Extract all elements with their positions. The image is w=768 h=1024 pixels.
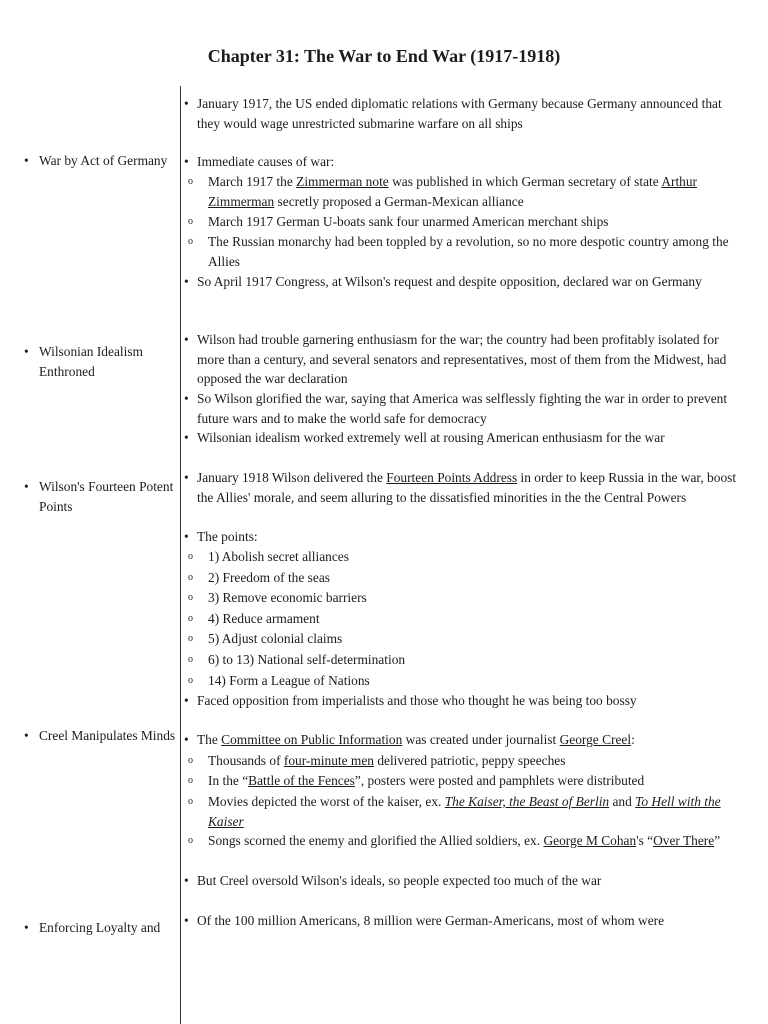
term-zimmerman-note: Zimmerman note bbox=[296, 174, 389, 189]
sub-bullet: o bbox=[188, 675, 193, 686]
note-text: The points: bbox=[197, 529, 258, 544]
note-text bbox=[208, 831, 740, 851]
text-run: delivered patriotic, peppy speeches bbox=[373, 753, 566, 768]
bullet: • bbox=[24, 920, 29, 935]
text-run: was created under journalist bbox=[402, 732, 560, 747]
bullet: • bbox=[184, 430, 189, 445]
bullet: • bbox=[184, 96, 189, 111]
topic-label: Wilson's Fourteen Potent Points bbox=[39, 479, 174, 514]
note-text bbox=[208, 172, 740, 211]
note-text: 14) Form a League of Nations bbox=[208, 673, 370, 688]
text-run: and bbox=[609, 794, 636, 809]
note-item bbox=[184, 272, 740, 292]
text-run: January 1918 Wilson delivered the bbox=[197, 470, 387, 485]
bullet: • bbox=[184, 470, 189, 485]
note-subitem bbox=[188, 172, 740, 211]
note-text: 5) Adjust colonial claims bbox=[208, 631, 343, 646]
note-item bbox=[184, 152, 740, 172]
note-subitem bbox=[188, 831, 740, 851]
point-item bbox=[188, 671, 740, 691]
note-text: Faced opposition from imperialists and those who thought he was being too bossy bbox=[197, 693, 637, 708]
note-text: So April 1917 Congress, at Wilson's request and despite opposition, declared war on Germany bbox=[197, 274, 702, 289]
note-item bbox=[184, 871, 740, 891]
text-run: Thousands of bbox=[208, 753, 284, 768]
text-run: ” bbox=[714, 833, 721, 848]
note-text: 1) Abolish secret alliances bbox=[208, 549, 349, 564]
bullet: • bbox=[184, 873, 189, 888]
note-item bbox=[184, 94, 740, 133]
text-run: Songs scorned the enemy and glorified the Allied soldiers, ex. bbox=[208, 833, 544, 848]
note-item bbox=[184, 330, 740, 389]
topic-loyalty bbox=[24, 918, 176, 938]
sub-bullet: o bbox=[188, 236, 193, 247]
note-item bbox=[184, 527, 740, 547]
sub-bullet: o bbox=[188, 775, 193, 786]
sub-bullet: o bbox=[188, 755, 193, 766]
text-run: 's “ bbox=[636, 833, 654, 848]
point-item bbox=[188, 568, 740, 588]
topic-idealism bbox=[24, 342, 176, 381]
bullet: • bbox=[184, 529, 189, 544]
sub-bullet: o bbox=[188, 613, 193, 624]
note-subitem bbox=[188, 212, 740, 232]
point-item bbox=[188, 547, 740, 567]
term-to-hell-with-kaiser: To Hell with the Kaiser bbox=[208, 794, 721, 829]
note-item bbox=[184, 911, 740, 931]
bullet: • bbox=[184, 693, 189, 708]
topic-creel bbox=[24, 726, 176, 746]
bullet: • bbox=[24, 153, 29, 168]
term-fourteen-points-address: Fourteen Points Address bbox=[386, 470, 518, 485]
text-run: Movies depicted the worst of the kaiser, ex. bbox=[208, 794, 445, 809]
note-item bbox=[184, 428, 740, 448]
note-text: 4) Reduce armament bbox=[208, 611, 320, 626]
text-run: March 1917 the bbox=[208, 174, 297, 189]
note-subitem bbox=[188, 232, 740, 271]
bullet: • bbox=[184, 332, 189, 347]
note-text bbox=[197, 730, 740, 750]
sub-bullet: o bbox=[188, 551, 193, 562]
sub-bullet: o bbox=[188, 592, 193, 603]
note-text bbox=[208, 771, 740, 791]
topic-label: Enforcing Loyalty and bbox=[39, 920, 161, 935]
note-item bbox=[184, 730, 740, 750]
topic-label: Creel Manipulates Minds bbox=[39, 728, 176, 743]
note-text: 6) to 13) National self-determination bbox=[208, 652, 406, 667]
term-four-minute-men: four-minute men bbox=[283, 753, 374, 768]
term-kaiser-beast-of-berlin: The Kaiser, the Beast of Berlin bbox=[444, 794, 610, 809]
point-item bbox=[188, 588, 740, 608]
note-text bbox=[208, 751, 740, 771]
note-text: Wilson had trouble garnering enthusiasm for the war; the country had been profitably isolated for more than a century, and several senators and representatives, most of them from the Midwest, had opposed the war declaration bbox=[197, 332, 727, 386]
topic-war-by-act bbox=[24, 151, 176, 171]
sub-bullet: o bbox=[188, 633, 193, 644]
note-text: Immediate causes of war: bbox=[197, 154, 335, 169]
term-battle-of-fences: Battle of the Fences bbox=[248, 773, 355, 788]
note-text bbox=[197, 468, 740, 507]
sub-bullet: o bbox=[188, 176, 193, 187]
sub-bullet: o bbox=[188, 796, 193, 807]
note-text: Of the 100 million Americans, 8 million were German-Americans, most of whom were bbox=[197, 913, 665, 928]
term-committee-public-info: Committee on Public Information bbox=[221, 732, 403, 747]
topic-label: Wilsonian Idealism Enthroned bbox=[39, 344, 143, 379]
column-divider bbox=[180, 86, 181, 1024]
text-run: In the “ bbox=[208, 773, 249, 788]
text-run: in order to keep Russia in the war, boost the Allies' morale, and seem alluring to the dissatisfied minorities in the the Central Powers bbox=[197, 470, 737, 505]
note-text bbox=[208, 792, 740, 831]
note-text: March 1917 German U-boats sank four unarmed American merchant ships bbox=[208, 214, 609, 229]
term-arthur-zimmerman: Arthur Zimmerman bbox=[208, 174, 698, 209]
text-run: secretly proposed a German-Mexican alliance bbox=[274, 193, 524, 209]
topic-label: War by Act of Germany bbox=[39, 153, 168, 168]
note-text: The Russian monarchy had been toppled by a revolution, so no more despotic country among the Allies bbox=[208, 234, 729, 269]
note-text: January 1917, the US ended diplomatic relations with Germany because Germany announced that they would wage unrestricted submarine warfare on all ships bbox=[197, 96, 722, 131]
point-item bbox=[188, 609, 740, 629]
sub-bullet: o bbox=[188, 835, 193, 846]
note-text: 2) Freedom of the seas bbox=[208, 570, 330, 585]
note-subitem bbox=[188, 792, 740, 831]
note-subitem bbox=[188, 771, 740, 791]
sub-bullet: o bbox=[188, 572, 193, 583]
note-text: Wilsonian idealism worked extremely well at rousing American enthusiasm for the war bbox=[197, 430, 665, 445]
topic-fourteen-points bbox=[24, 477, 176, 516]
bullet: • bbox=[184, 732, 189, 747]
note-text: So Wilson glorified the war, saying that America was selflessly fighting the war in order to prevent future wars and to make the world safe for democracy bbox=[197, 391, 728, 426]
sub-bullet: o bbox=[188, 654, 193, 665]
term-george-creel: George Creel bbox=[559, 732, 632, 747]
bullet: • bbox=[184, 913, 189, 928]
text-run: : bbox=[631, 732, 635, 747]
point-item bbox=[188, 650, 740, 670]
bullet: • bbox=[184, 154, 189, 169]
bullet: • bbox=[184, 391, 189, 406]
note-item bbox=[184, 389, 740, 428]
text-run: was published in which German secretary of state bbox=[388, 174, 662, 189]
bullet: • bbox=[24, 344, 29, 359]
bullet: • bbox=[24, 479, 29, 494]
term-george-m-cohan: George M Cohan bbox=[543, 833, 637, 848]
sub-bullet: o bbox=[188, 216, 193, 227]
text-run: ”, posters were posted and pamphlets were distributed bbox=[354, 773, 645, 788]
note-subitem bbox=[188, 751, 740, 771]
text-run: The bbox=[197, 732, 222, 747]
point-item bbox=[188, 629, 740, 649]
note-text: 3) Remove economic barriers bbox=[208, 590, 367, 605]
bullet: • bbox=[24, 728, 29, 743]
page-title: Chapter 31: The War to End War (1917-1918) bbox=[207, 46, 561, 66]
note-text: But Creel oversold Wilson's ideals, so people expected too much of the war bbox=[197, 873, 602, 888]
note-item bbox=[184, 691, 740, 711]
term-over-there: Over There bbox=[653, 833, 715, 848]
bullet: • bbox=[184, 274, 189, 289]
note-item bbox=[184, 468, 740, 507]
